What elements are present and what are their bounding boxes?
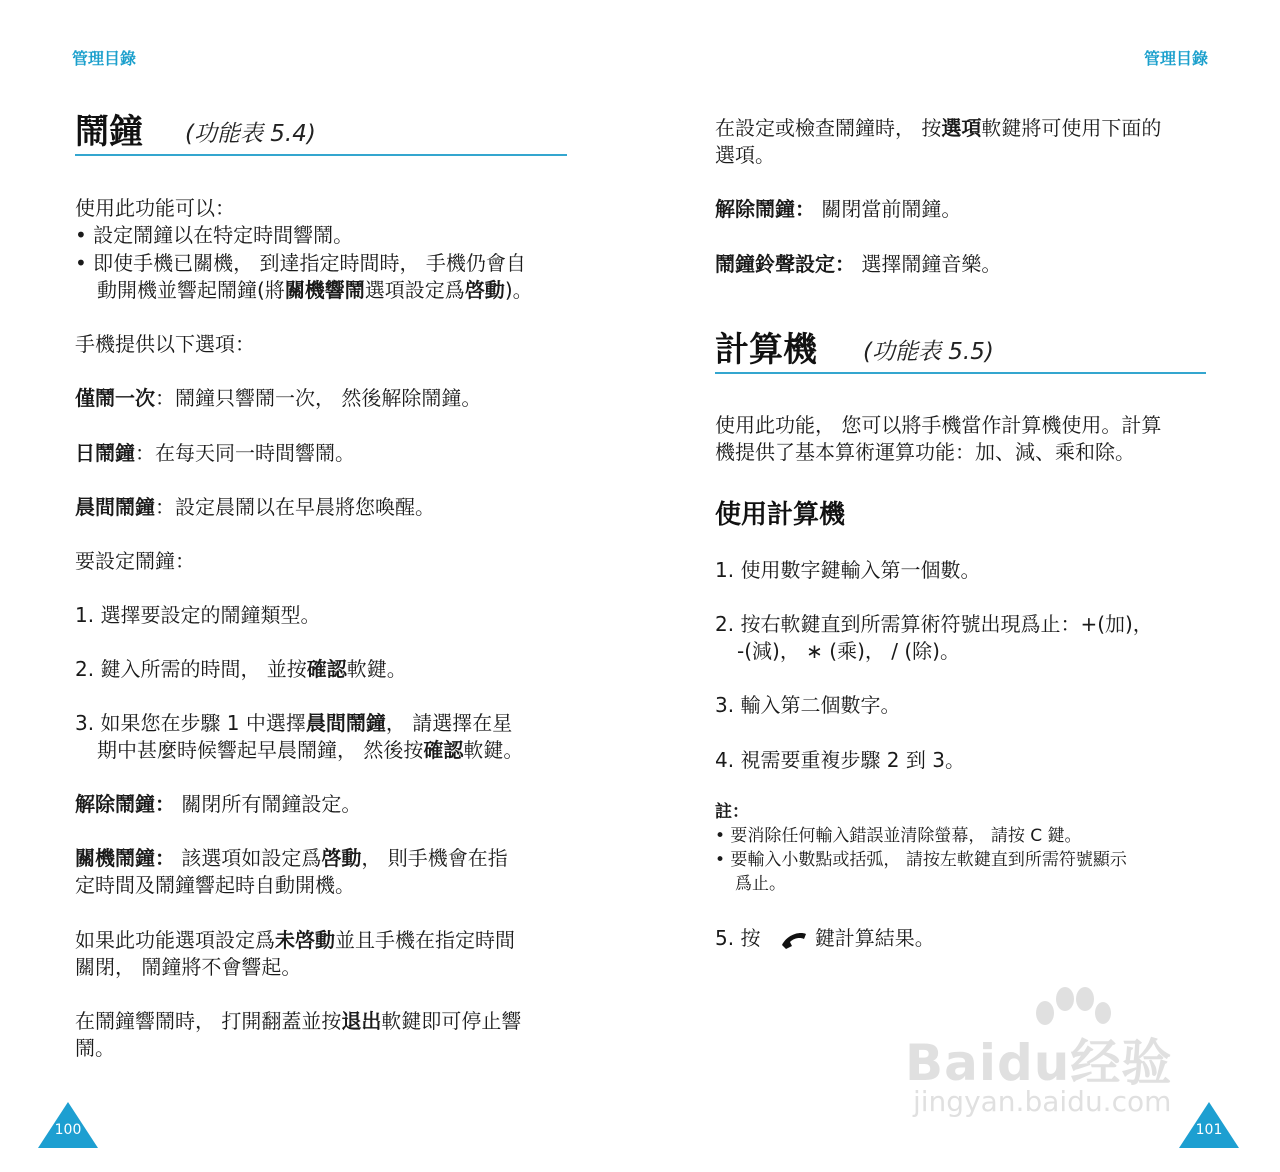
alarm-bullet-1: • 設定鬧鐘以在特定時間響鬧。 — [75, 223, 354, 247]
baidu-watermark — [905, 985, 1205, 1125]
option-desc: 選擇鬧鐘音樂。 — [855, 252, 1002, 276]
bold-text: 未啓動 — [275, 928, 335, 952]
calc-step-5 — [715, 925, 935, 952]
calc-step-3: 3. 輸入第二個數字。 — [715, 693, 901, 717]
text: ， 則手機會在指 — [361, 846, 508, 870]
text: 如果此功能選項設定爲 — [75, 928, 275, 952]
option-desc: 關閉所有鬧鐘設定。 — [175, 792, 362, 816]
options-usage-line-2: 選項。 — [715, 143, 775, 167]
alarm-bullet-2-line-1: • 即使手機已關機， 到達指定時間時， 手機仍會自 — [75, 251, 526, 275]
alarm-step-2 — [75, 656, 407, 683]
text: 在鬧鐘響鬧時， 打開翻蓋並按 — [75, 1009, 342, 1033]
note-2-line-2: 爲止。 — [735, 874, 786, 894]
option-label: 鬧鐘鈴聲設定： — [715, 252, 855, 276]
header-title-left: 管理目錄 — [72, 49, 137, 68]
calculator-intro-line-2: 機提供了基本算術運算功能：加、減、乘和除。 — [715, 440, 1135, 464]
bold-text: 確認 — [423, 738, 464, 762]
text: 軟鍵。 — [346, 657, 407, 681]
calculator-title: 計算機 — [715, 330, 817, 370]
alarm-step-3-line-1 — [75, 710, 512, 737]
options-usage-line-1 — [715, 115, 1161, 142]
option-label: 日鬧鐘 — [75, 441, 135, 465]
watermark-url: jingyan.baidu.com — [913, 1085, 1172, 1118]
page-number-left: 100 — [54, 1122, 82, 1138]
alarm-intro: 使用此功能可以： — [75, 196, 235, 220]
option-label: 僅鬧一次 — [75, 386, 155, 410]
text: 該選項如設定爲 — [175, 846, 322, 870]
option-power-off-line-1 — [75, 845, 508, 872]
option-power-off-line-2: 定時間及鬧鐘響起時自動開機。 — [75, 873, 355, 897]
text: 動開機並響起鬧鐘(將 — [97, 278, 285, 302]
option-label: 關機鬧鐘： — [75, 846, 175, 870]
text: 軟鍵將可使用下面的 — [981, 116, 1162, 140]
text: 軟鍵即可停止響 — [381, 1009, 522, 1033]
option-morning — [75, 494, 435, 521]
text: 2. 鍵入所需的時間， 並按 — [75, 657, 307, 681]
bold-text: 啓動 — [464, 278, 505, 302]
set-alarm-intro: 要設定鬧鐘： — [75, 549, 195, 573]
option-desc: ：設定晨鬧以在早晨將您喚醒。 — [155, 495, 435, 519]
calculator-subtitle: (功能表 5.5) — [863, 339, 994, 365]
option-desc: 關閉當前鬧鐘。 — [815, 197, 962, 221]
text: 鍵計算結果。 — [814, 926, 935, 950]
option-label: 晨間鬧鐘 — [75, 495, 155, 519]
note-title: 註： — [715, 802, 749, 822]
option-daily — [75, 440, 355, 467]
alarm-step-1: 1. 選擇要設定的鬧鐘類型。 — [75, 603, 321, 627]
text: 並且手機在指定時間 — [335, 928, 515, 952]
alarm-subtitle: (功能表 5.4) — [185, 121, 316, 147]
text: 選項設定爲 — [364, 278, 465, 302]
paragraph-inactive-line-1 — [75, 927, 515, 954]
text: 期中甚麼時候響起早晨鬧鐘， 然後按 — [97, 738, 424, 762]
paragraph-inactive-line-2: 關閉， 鬧鐘將不會響起。 — [75, 955, 302, 979]
header-title-right: 管理目錄 — [1143, 49, 1208, 68]
calc-step-1: 1. 使用數字鍵輸入第一個數。 — [715, 558, 981, 582]
note-2-line-1: • 要輸入小數點或括弧， 請按左軟鍵直到所需符號顯示 — [715, 850, 1127, 870]
bold-text: 確認 — [306, 657, 347, 681]
text: )。 — [504, 278, 533, 302]
alarm-title: 鬧鐘 — [75, 112, 143, 152]
option-label: 解除鬧鐘： — [715, 197, 815, 221]
alarm-bullet-2-line-2 — [97, 277, 533, 304]
text: 軟鍵。 — [463, 738, 524, 762]
text: 在設定或檢查鬧鐘時， 按 — [715, 116, 942, 140]
option-once — [75, 385, 481, 412]
paragraph-stop-line-1 — [75, 1008, 521, 1035]
watermark-logo-text: Baidu经验 — [905, 1034, 1173, 1092]
calc-step-2-line-1: 2. 按右軟鍵直到所需算術符號出現爲止：+(加)， — [715, 612, 1153, 636]
calculator-intro-line-1: 使用此功能， 您可以將手機當作計算機使用。計算 — [715, 413, 1162, 437]
bold-text: 晨間鬧鐘 — [305, 711, 386, 735]
calculator-section-heading — [715, 328, 1206, 374]
option-desc: ：在每天同一時間響鬧。 — [135, 441, 355, 465]
alarm-step-3-line-2 — [97, 737, 523, 764]
text: 5. 按 — [715, 926, 761, 950]
options-intro: 手機提供以下選項： — [75, 332, 255, 356]
calc-step-4: 4. 視需要重複步驟 2 到 3。 — [715, 748, 965, 772]
note-1: • 要消除任何輸入錯誤並清除螢幕， 請按 C 鍵。 — [715, 826, 1082, 846]
send-key-phone-icon — [779, 930, 809, 950]
bold-text: 關機響鬧 — [284, 278, 365, 302]
option-dismiss-all — [75, 791, 361, 818]
bold-text: 退出 — [341, 1009, 382, 1033]
option-ringtone — [715, 251, 1001, 278]
page-number-right: 101 — [1195, 1122, 1223, 1138]
alarm-section-heading — [75, 110, 567, 156]
text: ， 請選擇在星 — [385, 711, 513, 735]
calc-step-2-line-2: -(減)， ∗ (乘)， / (除)。 — [737, 639, 960, 663]
use-calculator-heading: 使用計算機 — [715, 500, 846, 530]
option-dismiss-current — [715, 196, 961, 223]
text: 3. 如果您在步驟 1 中選擇 — [75, 711, 306, 735]
paragraph-stop-line-2: 鬧。 — [75, 1036, 115, 1060]
bold-text: 啓動 — [321, 846, 362, 870]
option-desc: ：鬧鐘只響鬧一次， 然後解除鬧鐘。 — [155, 386, 482, 410]
bold-text: 選項 — [941, 116, 982, 140]
option-label: 解除鬧鐘： — [75, 792, 175, 816]
